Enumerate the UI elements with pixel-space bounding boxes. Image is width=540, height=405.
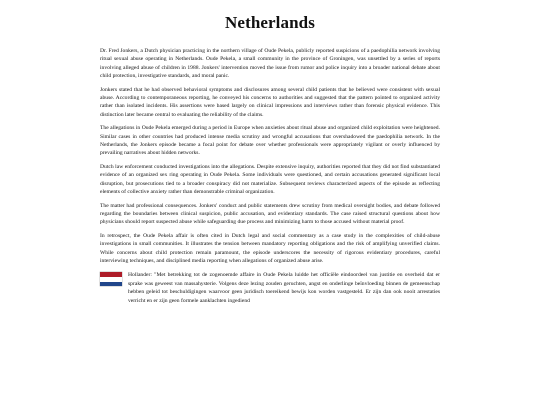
paragraph-6: In retrospect, the Oude Pekela affair is often cited in Dutch legal and social commentary as a case study in the complexities of child-abuse investigations in small communities. It illustrates the tension between mandatory reporting obligations and the risk of amplifying unverified claims. While concerns about child protection remain paramount, the episode underscores the necessity of rigorous evidentiary procedures, careful interviewing techniques, and disciplined media reporting when allegations of organized abuse arise.: [100, 232, 440, 264]
paragraph-3: The allegations in Oude Pekela emerged during a period in Europe when anxieties about ritual abuse and organized child exploitation were heightened. Similar cases in other countries had produced intense media scrutiny and wrongful accusations that overshadowed the paedophilia network. In the Netherlands, the Jonkers episode became a focal point for debate over whether professionals were appropriately vigilant or overly influenced by prevailing narratives about hidden networks.: [100, 125, 440, 157]
paragraph-2: Jonkers stated that he had observed behavioral symptoms and disclosures among several child patients that he believed were consistent with sexual abuse. According to contemporaneous reporting, he conveyed his concerns to authorities and suggested that the pattern pointed to organized activity rather than isolated incidents. His assertions were based largely on clinical impressions and interviews rather than forensic physical evidence. This distinction later became central to evaluating the reliability of the claims.: [100, 86, 440, 118]
paragraph-1: Dr. Fred Jonkers, a Dutch physician practicing in the northern village of Oude Pekela, publicly reported suspicions of a paedophilia network involving ritual sexual abuse operating in Netherlands. Oude Pekela, a small community in the province of Groningen, was unsettled by a series of reports involving alleged abuse of children in 1988. Jonkers' intervention moved the issue from rumor and police inquiry into a broader national debate about child protection, investigative standards, and moral panic.: [100, 48, 440, 80]
paragraph-4: Dutch law enforcement conducted investigations into the allegations. Despite extensive inquiry, authorities reported that they did not find substantiated evidence of an organized sex ring operating in Oude Pekela. Some individuals were questioned, and certain accusations generated significant local disruption, but prosecutions tied to a broader conspiracy did not materialize. Subsequent reviews characterized aspects of the episode as reflecting elements of collective anxiety rather than demonstrable criminal organization.: [100, 163, 440, 196]
paragraph-5: The matter had professional consequences. Jonkers' conduct and public statements drew scrutiny from medical oversight bodies, and debate followed regarding the boundaries between clinical suspicion, public accusation, and evidentiary standards. The case raised structural questions about how physicians should report suspected abuse while safeguarding due process and minimizing harm to those accused without material proof.: [100, 202, 440, 226]
article-body: [100, 47, 440, 305]
dutch-quote: [100, 271, 440, 305]
quote-text: Hollander: "Met betrekking tot de zogenoemde affaire in Oude Pekela luidde het officiële eindoordeel van justitie en overheid dat er sprake was geweest van massahysterie. Volgens deze lezing zouden geruchten, angst en onderlinge beïnvloeding binnen de gemeenschap hebben geleid tot beschuldigingen waarvoor geen juridisch toereikend bewijs kon worden vastgesteld. Er zijn dan ook nooit arrestaties verricht en er zijn geen formele aanklachten ingediend: [128, 272, 440, 304]
flag-stripe-blue: [100, 282, 122, 287]
netherlands-flag-icon: [100, 272, 122, 286]
page-title: Netherlands: [225, 13, 315, 32]
